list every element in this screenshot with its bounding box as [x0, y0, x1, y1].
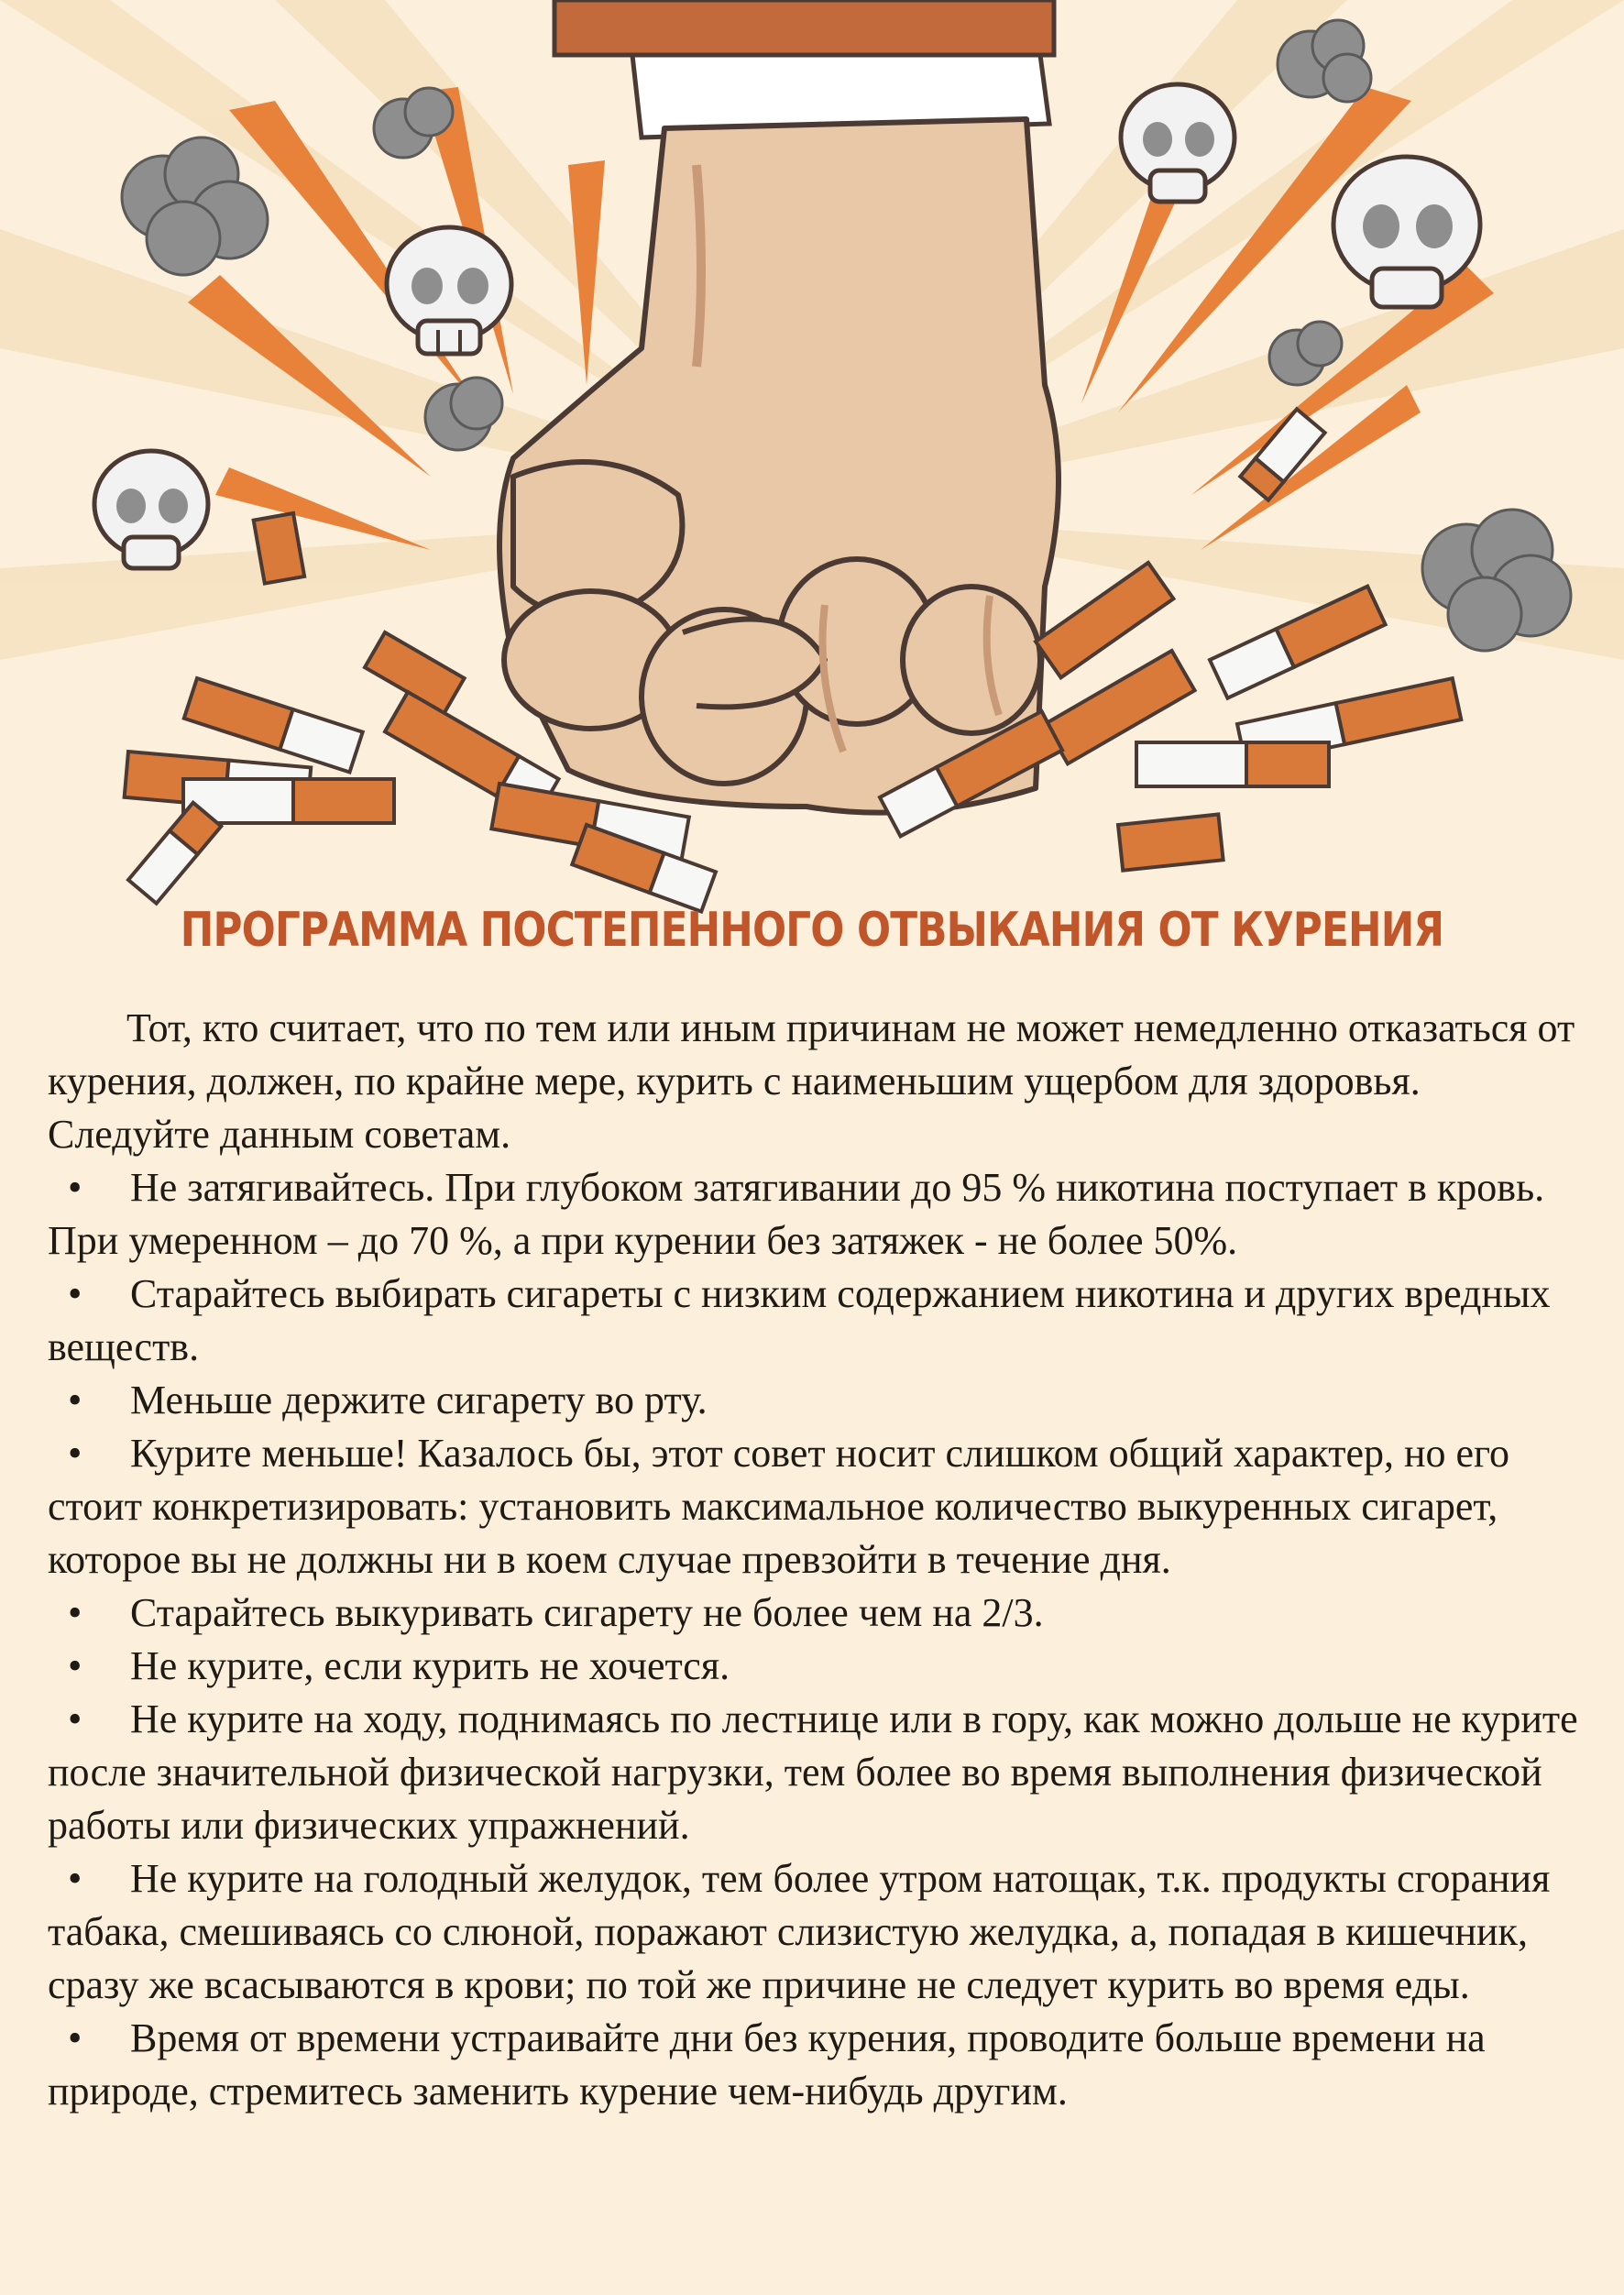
tip-text: Старайтесь выкуривать сигарету не более чем на 2/3.: [130, 1590, 1044, 1635]
smoke-cloud-icon: [1422, 510, 1571, 651]
tip-text: Время от времени устраивайте дни без курения, проводите больше времени на природе, стремитесь заменить курение чем-нибудь другим.: [48, 2015, 1486, 2114]
tip-text: Старайтесь выбирать сигареты с низким содержанием никотина и других вредных веществ.: [48, 1271, 1551, 1369]
intro-paragraph: Тот, кто считает, что по тем или иным причинам не может немедленно отказаться от курения, должен, по крайне мере, курить с наименьшим ущербом для здоровья. Следуйте данным советам.: [48, 1005, 1575, 1157]
tip-text: Меньше держите сигарету во рту.: [130, 1378, 708, 1422]
list-item: [48, 1640, 1587, 1693]
tips-list: [48, 1161, 1587, 2118]
cigarette-icon: [128, 803, 221, 904]
page-title: ПРОГРАММА ПОСТЕПЕННОГО ОТВЫКАНИЯ ОТ КУРЕНИЯ: [180, 903, 1444, 958]
bullet: •: [68, 1856, 82, 1901]
tip-text: Не курите на голодный желудок, тем более утром натощак, т.к. продукты сгорания табака, смешиваясь со слюной, поражают слизистую желудка, а, попадая в кишечник, сразу же всасываются в крови; по той же причине не следует курить во время еды.: [48, 1856, 1551, 2007]
tip-text: Курите меньше! Казалось бы, этот совет носит слишком общий характер, но его стоит конкретизировать: установить максимальное количество выкуренных сигарет, которое вы не должны ни в коем случае превзойти в течение дня.: [48, 1431, 1510, 1582]
tip-text: Не курите, если курить не хочется.: [130, 1643, 730, 1688]
list-item: [48, 1268, 1587, 1374]
bullet: •: [68, 1643, 82, 1688]
bullet: •: [68, 1590, 82, 1635]
cigarette-icon: [1118, 815, 1223, 871]
bullet: •: [68, 1271, 82, 1316]
bullet: •: [68, 2015, 82, 2060]
list-item: [48, 1693, 1587, 1852]
list-item: [48, 1374, 1587, 1427]
sleeve: [554, 0, 1054, 137]
list-item: [48, 1587, 1587, 1640]
list-item: [48, 1852, 1587, 2012]
bullet: •: [68, 1378, 82, 1422]
cigarette-icon: [254, 513, 304, 584]
smoke-cloud-icon: [122, 137, 268, 275]
tip-text: Не курите на ходу, поднимаясь по лестнице или в гору, как можно дольше не курите после значительной физической нагрузки, тем более во время выполнения физической работы или физических упражнений.: [48, 1697, 1578, 1848]
list-item: [48, 1427, 1587, 1587]
tip-text: Не затягивайтесь. При глубоком затягивании до 95 % никотина поступает в кровь. При умеренном – до 70 %, а при курении без затяжек - не более 50%.: [48, 1165, 1545, 1263]
cigarette-icon: [183, 779, 394, 823]
bullet: •: [68, 1697, 82, 1741]
hero-illustration: [0, 0, 1624, 917]
list-item: [48, 1161, 1587, 1268]
cigarette-icon: [1210, 587, 1386, 698]
bullet: •: [68, 1165, 82, 1210]
cigarette-icon: [1136, 742, 1329, 786]
skull-icon: [94, 451, 208, 568]
main-text: [48, 1002, 1587, 2118]
skull-icon: [387, 227, 511, 354]
bullet: •: [68, 1431, 82, 1476]
list-item: [48, 2012, 1587, 2118]
